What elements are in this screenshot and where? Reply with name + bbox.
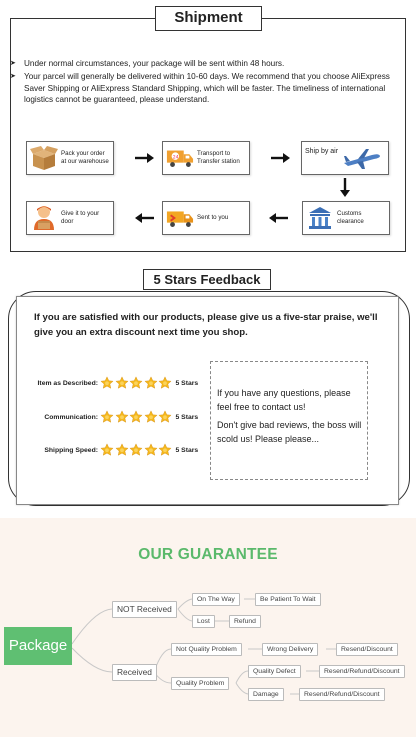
star-icon <box>100 443 114 457</box>
contact-note <box>210 361 368 480</box>
star-icon <box>100 376 114 390</box>
step-line: at our warehouse <box>61 158 109 165</box>
star-icon <box>129 443 143 457</box>
step-line: clearance <box>337 218 364 225</box>
star-icon <box>158 376 172 390</box>
node-quality-problem: Quality Problem <box>171 677 229 690</box>
star-icon <box>144 410 158 424</box>
truck-icon <box>166 144 194 172</box>
star-rating <box>100 410 173 424</box>
star-icon <box>144 376 158 390</box>
star-icon <box>100 410 114 424</box>
rating-label: Communication: <box>44 413 98 421</box>
step-transport <box>162 141 250 175</box>
step-sent <box>162 201 250 235</box>
step-line: Ship by air <box>305 148 339 155</box>
node-lost: Lost <box>192 615 215 628</box>
node-damage: Damage <box>248 688 284 701</box>
node-received: Received <box>112 664 157 681</box>
review-request-text: Don't give bad reviews, the boss will scold us! Please please... <box>217 420 362 444</box>
step-ship-air <box>301 141 389 175</box>
delivery-truck-icon <box>166 204 194 232</box>
star-icon <box>129 410 143 424</box>
star-icon <box>158 443 172 457</box>
step-door <box>26 201 114 235</box>
feedback-intro: If you are satisfied with our products, please give us a five-star praise, we'll give you an extra discount next time you shop. <box>34 312 378 338</box>
rating-value: 5 Stars <box>175 413 199 421</box>
step-line: Customs <box>337 210 362 217</box>
rating-shipping-speed <box>30 443 198 457</box>
step-line: Pack your order <box>61 150 105 157</box>
star-rating <box>100 443 173 457</box>
star-rating <box>100 376 173 390</box>
rating-value: 5 Stars <box>175 379 199 387</box>
svg-text:24: 24 <box>172 155 179 161</box>
arrow-right-icon <box>271 152 291 164</box>
node-quality-defect: Quality Defect <box>248 665 301 678</box>
node-wrong-delivery: Wrong Delivery <box>262 643 318 656</box>
airplane-icon <box>342 145 382 173</box>
rating-communication <box>30 410 198 424</box>
star-icon <box>115 410 129 424</box>
guarantee-title: OUR GUARANTEE <box>138 546 278 563</box>
node-on-the-way: On The Way <box>192 593 240 606</box>
customs-building-icon <box>306 204 334 232</box>
node-refund: Refund <box>229 615 261 628</box>
step-line: Sent to you <box>197 214 229 221</box>
box-icon <box>30 144 58 172</box>
arrow-down-icon <box>339 178 351 198</box>
shipment-title: Shipment <box>155 6 262 31</box>
arrow-right-icon <box>135 152 155 164</box>
star-icon <box>115 443 129 457</box>
node-not-received: NOT Received <box>112 601 177 618</box>
step-pack-order <box>26 141 114 175</box>
rating-label: Item as Described: <box>37 379 98 387</box>
contact-text: If you have any questions, please feel free to contact us! <box>217 388 351 412</box>
feedback-title: 5 Stars Feedback <box>143 269 271 290</box>
rating-label: Shipping Speed: <box>44 446 98 454</box>
node-not-quality-problem: Not Quality Problem <box>171 643 242 656</box>
step-customs <box>302 201 390 235</box>
rating-item-described <box>30 376 198 390</box>
star-icon <box>115 376 129 390</box>
step-line: Transport to <box>197 150 231 157</box>
node-resend-refund-discount: Resend/Refund/Discount <box>319 665 405 678</box>
shipment-bullet-handling: ➤ Under normal circumstances, your package will be sent within 48 hours. <box>24 58 396 70</box>
courier-icon <box>30 204 58 232</box>
node-resend-refund-discount: Resend/Refund/Discount <box>299 688 385 701</box>
star-icon <box>129 376 143 390</box>
star-icon <box>144 443 158 457</box>
rating-value: 5 Stars <box>175 446 199 454</box>
node-resend-discount: Resend/Discount <box>336 643 398 656</box>
step-line: Transfer station <box>197 158 240 165</box>
guarantee-section <box>0 518 416 737</box>
node-be-patient: Be Patient To Wait <box>255 593 321 606</box>
shipment-bullet-delivery: ➤ Your parcel will generally be delivered within 10-60 days. We recommend that you choose AliExpress Saver Shipping or AliExpress Standard Shipping, which will be faster. The timeliness of international logistics cannot be guaranteed, please understand. <box>24 71 396 106</box>
arrow-left-icon <box>268 212 288 224</box>
step-line: Give it to your door <box>61 210 100 225</box>
star-icon <box>158 410 172 424</box>
arrow-left-icon <box>134 212 154 224</box>
mindmap-root-package: Package <box>4 627 72 665</box>
